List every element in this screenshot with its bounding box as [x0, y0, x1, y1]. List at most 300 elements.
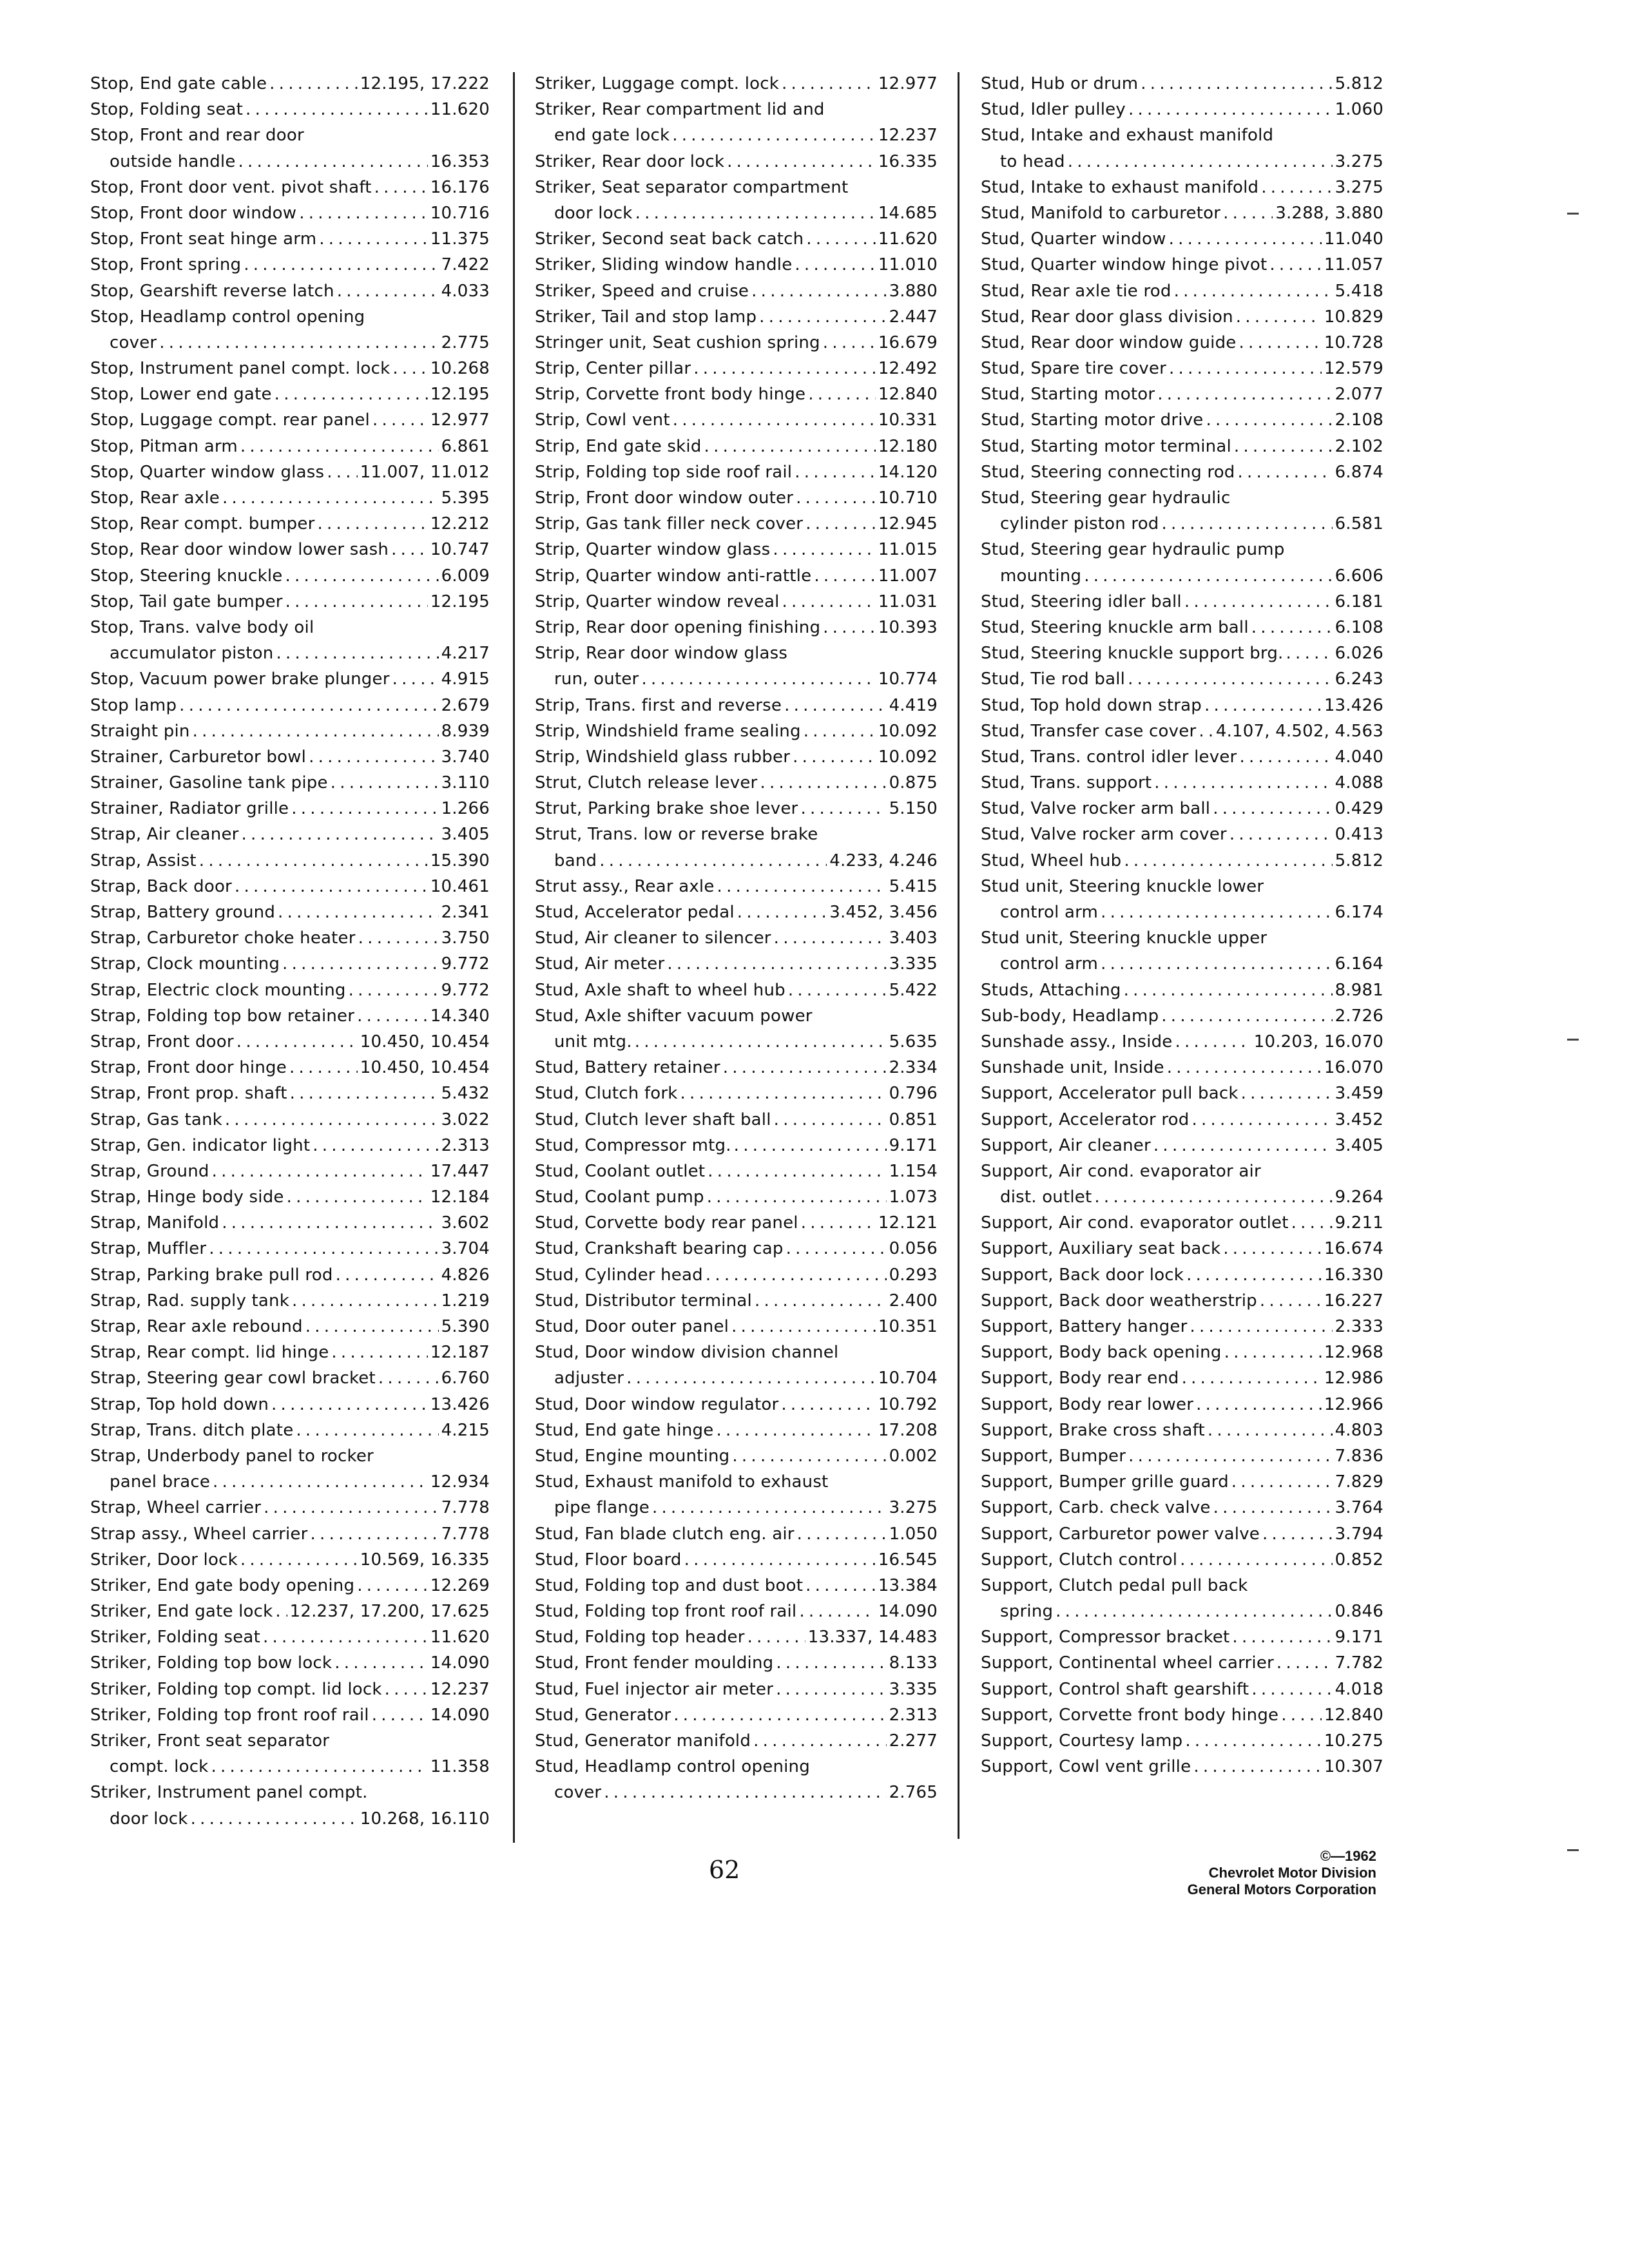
- index-entry: [981, 1624, 1383, 1650]
- entry-text: Studs, Attaching: [981, 980, 1121, 1000]
- page-reference: 3.335: [889, 1679, 938, 1699]
- leader-dots: [784, 693, 887, 718]
- entry-text: Stop, Luggage compt. rear panel: [90, 410, 370, 430]
- entry-heading-line: [535, 434, 938, 459]
- index-entry: [981, 848, 1383, 874]
- page-reference: 12.269: [430, 1575, 490, 1595]
- page-reference: 2.313: [441, 1135, 490, 1155]
- page-reference: 16.070: [1324, 1058, 1383, 1078]
- page-reference: 11.620: [878, 229, 938, 249]
- entry-text: Stop lamp: [90, 695, 177, 715]
- entry-heading-line: [90, 459, 490, 485]
- index-entry: [981, 1702, 1383, 1728]
- entry-heading-line: [535, 226, 938, 252]
- leader-dots: [1262, 1521, 1333, 1547]
- entry-continuation-line: [90, 640, 490, 666]
- index-entry: [535, 1158, 938, 1184]
- leader-dots: [240, 434, 439, 459]
- leader-dots: [804, 718, 876, 744]
- entry-text: Stud, Starting motor terminal: [981, 436, 1231, 456]
- page-reference: 3.750: [441, 928, 490, 948]
- entry-text: Striker, End gate body opening: [90, 1575, 355, 1595]
- entry-text: Stop, Quarter window glass: [90, 462, 325, 482]
- page-reference: 11.031: [878, 591, 938, 611]
- entry-heading-line: [90, 796, 490, 822]
- entry-heading-line: [981, 796, 1383, 822]
- index-entry: [90, 615, 490, 666]
- entry-heading-line: [535, 330, 938, 356]
- page-reference: 3.275: [1335, 177, 1383, 197]
- leader-dots: [672, 122, 876, 148]
- index-entry: [535, 407, 938, 433]
- leader-dots: [1251, 615, 1333, 640]
- index-entry: [981, 744, 1383, 770]
- entry-heading-line: [535, 1314, 938, 1340]
- entry-text: Stud, Folding top front roof rail: [535, 1602, 797, 1622]
- entry-text: Stop, Rear door window lower sash: [90, 540, 389, 560]
- entry-heading-line: [90, 1107, 490, 1133]
- entry-continuation-line: [535, 1365, 938, 1391]
- entry-heading-line: [981, 407, 1383, 433]
- entry-continuation-line: [90, 1469, 490, 1495]
- entry-heading-line: [535, 925, 938, 951]
- page-reference: 10.792: [878, 1394, 938, 1414]
- entry-text: unit mtg.: [554, 1032, 632, 1052]
- index-entry: [535, 822, 938, 873]
- entry-heading-line: [90, 1133, 490, 1158]
- entry-text: Stud, Fuel injector air meter: [535, 1679, 774, 1699]
- entry-text: Stud, Steering gear hydraulic pump: [981, 540, 1285, 560]
- entry-heading-line: [535, 459, 938, 485]
- entry-heading-line: [535, 252, 938, 278]
- index-entry: [90, 1029, 490, 1055]
- entry-text: Stud, Steering knuckle arm ball: [981, 617, 1249, 637]
- entry-text: Support, Control shaft gearshift: [981, 1679, 1249, 1699]
- entry-heading-line: [535, 1418, 938, 1443]
- entry-heading-line: [981, 175, 1383, 200]
- index-entry: [535, 175, 938, 226]
- page-reference: 10.450, 10.454: [360, 1058, 490, 1078]
- leader-dots: [209, 1236, 438, 1262]
- leader-dots: [1128, 97, 1333, 122]
- index-entry: [535, 615, 938, 640]
- leader-dots: [1286, 640, 1333, 666]
- leader-dots: [774, 925, 887, 951]
- index-entry: [535, 1236, 938, 1262]
- leader-dots: [289, 1055, 358, 1081]
- entry-heading-line: [535, 1624, 938, 1650]
- entry-text: Stud, Distributor terminal: [535, 1291, 752, 1311]
- page-reference: 6.874: [1335, 462, 1383, 482]
- page-reference: 10.704: [878, 1369, 938, 1389]
- leader-dots: [1204, 693, 1322, 718]
- leader-dots: [1260, 1288, 1322, 1314]
- entry-heading-line: [535, 537, 938, 562]
- entry-continuation-line: [981, 899, 1383, 925]
- index-entry: [90, 459, 490, 485]
- index-entry: [90, 770, 490, 796]
- page-number: 62: [709, 1856, 740, 1884]
- entry-text: end gate lock: [554, 126, 670, 146]
- index-entry: [981, 304, 1383, 330]
- entry-heading-line: [90, 1055, 490, 1081]
- index-entry: [981, 434, 1383, 459]
- index-entry: [981, 770, 1383, 796]
- entry-text: Stud, Intake and exhaust manifold: [981, 126, 1274, 146]
- column-divider: [513, 72, 515, 1843]
- entry-heading-line: [981, 770, 1383, 796]
- entry-text: Stud, Quarter window hinge pivot: [981, 255, 1268, 275]
- entry-text: Stud, Steering knuckle support brg.: [981, 644, 1284, 664]
- entry-text: Stud, Battery retainer: [535, 1058, 720, 1078]
- leader-dots: [358, 925, 439, 951]
- page-reference: 12.840: [878, 385, 938, 405]
- entry-continuation-line: [981, 1184, 1383, 1210]
- index-entry: [90, 278, 490, 304]
- index-entry: [90, 1288, 490, 1314]
- page-reference: 4.215: [441, 1420, 490, 1440]
- entry-text: Support, Back door lock: [981, 1265, 1184, 1285]
- page-reference: 11.620: [430, 100, 490, 120]
- index-entry: [535, 925, 938, 951]
- entry-heading-line: [535, 381, 938, 407]
- entry-heading-line: [981, 459, 1383, 485]
- index-entry: [981, 226, 1383, 252]
- leader-dots: [282, 951, 439, 977]
- leader-dots: [1238, 459, 1333, 485]
- entry-text: Strap, Manifold: [90, 1213, 220, 1233]
- entry-heading-line: [90, 1780, 490, 1805]
- entry-heading-line: [90, 434, 490, 459]
- entry-heading-line: [981, 1418, 1383, 1443]
- entry-text: Stud, Door outer panel: [535, 1317, 729, 1336]
- entry-heading-line: [981, 1236, 1383, 1262]
- entry-text: Striker, Folding top bow lock: [90, 1653, 333, 1673]
- entry-text: Stud, Air meter: [535, 954, 665, 974]
- entry-heading-line: [981, 1314, 1383, 1340]
- margin-mark: [1567, 213, 1579, 215]
- entry-text: Support, Clutch pedal pull back: [981, 1575, 1248, 1595]
- index-entry: [535, 718, 938, 744]
- entry-text: Stud, Starting motor drive: [981, 410, 1204, 430]
- entry-text: Support, Auxiliary seat back: [981, 1239, 1221, 1259]
- page-reference: 3.288, 3.880: [1275, 203, 1383, 223]
- index-entry: [535, 1107, 938, 1133]
- page-reference: 10.774: [878, 669, 938, 689]
- entry-text: Stud, Floor board: [535, 1550, 682, 1570]
- leader-dots: [1180, 1547, 1332, 1573]
- entry-continuation-line: [535, 1780, 938, 1805]
- entry-text: Support, Air cond. evaporator air: [981, 1161, 1261, 1181]
- entry-heading-line: [90, 175, 490, 200]
- index-entry: [535, 744, 938, 770]
- page-reference: 10.331: [878, 410, 938, 430]
- entry-heading-line: [90, 1418, 490, 1443]
- entry-text: Stop, Headlamp control opening: [90, 307, 365, 327]
- leader-dots: [1084, 563, 1332, 589]
- entry-heading-line: [90, 226, 490, 252]
- entry-heading-line: [981, 1029, 1383, 1055]
- entry-text: dist. outlet: [1000, 1187, 1092, 1207]
- page-reference: 1.060: [1335, 100, 1383, 120]
- entry-text: panel brace: [110, 1472, 211, 1492]
- page-reference: 0.851: [889, 1110, 938, 1129]
- page-reference: 13.384: [878, 1575, 938, 1595]
- entry-text: control arm: [1000, 903, 1099, 922]
- index-entry: [90, 589, 490, 615]
- page-reference: 12.187: [430, 1343, 490, 1363]
- leader-dots: [1162, 511, 1333, 537]
- page-reference: 5.812: [1335, 74, 1383, 93]
- entry-heading-line: [981, 1392, 1383, 1418]
- page-reference: 14.685: [878, 203, 938, 223]
- entry-continuation-line: [90, 1806, 490, 1832]
- entry-heading-line: [90, 1702, 490, 1728]
- entry-heading-line: [981, 615, 1383, 640]
- entry-text: Strainer, Gasoline tank pipe: [90, 773, 328, 793]
- page-reference: 3.794: [1335, 1524, 1383, 1544]
- entry-text: Strut assy., Rear axle: [535, 876, 715, 896]
- page-reference: 3.335: [889, 954, 938, 974]
- entry-continuation-line: [981, 511, 1383, 537]
- entry-heading-line: [981, 640, 1383, 666]
- index-entry: [90, 874, 490, 899]
- entry-heading-line: [90, 977, 490, 1003]
- entry-heading-line: [981, 434, 1383, 459]
- entry-continuation-line: [981, 1599, 1383, 1624]
- entry-text: Stud, Trans. control idler lever: [981, 747, 1237, 767]
- entry-text: Strap, Steering gear cowl bracket: [90, 1369, 376, 1389]
- entry-heading-line: [90, 693, 490, 718]
- index-entry: [90, 381, 490, 407]
- copyright-notice: [1188, 1848, 1376, 1898]
- entry-text: door lock: [554, 203, 633, 223]
- index-entry: [535, 1728, 938, 1754]
- index-entry: [90, 1728, 490, 1780]
- page-reference: 10.351: [878, 1317, 938, 1336]
- index-entry: [981, 640, 1383, 666]
- page-reference: 0.846: [1335, 1602, 1383, 1622]
- index-entry: [535, 1081, 938, 1106]
- index-entry: [981, 822, 1383, 847]
- page-reference: 12.840: [1324, 1705, 1383, 1725]
- index-entry: [535, 1392, 938, 1418]
- leader-dots: [782, 71, 876, 97]
- entry-heading-line: [981, 1728, 1383, 1754]
- entry-text: Stud, Door window division channel: [535, 1343, 839, 1363]
- entry-heading-line: [90, 1521, 490, 1547]
- index-entry: [90, 356, 490, 381]
- entry-text: Strap, Carburetor choke heater: [90, 928, 356, 948]
- index-entry: [90, 226, 490, 252]
- entry-heading-line: [535, 304, 938, 330]
- entry-heading-line: [981, 1677, 1383, 1702]
- page-reference: 3.022: [441, 1110, 490, 1129]
- page-reference: 13.426: [430, 1394, 490, 1414]
- leader-dots: [385, 1677, 428, 1702]
- leader-dots: [1174, 278, 1333, 304]
- entry-text: Support, Bumper grille guard: [981, 1472, 1229, 1492]
- leader-dots: [319, 226, 428, 252]
- entry-text: Strip, Folding top side roof rail: [535, 462, 793, 482]
- leader-dots: [1261, 175, 1332, 200]
- entry-continuation-line: [981, 563, 1383, 589]
- entry-heading-line: [90, 666, 490, 692]
- page-reference: 10.461: [430, 876, 490, 896]
- page-reference: 10.569, 16.335: [360, 1550, 490, 1570]
- page-reference: 8.939: [441, 721, 490, 741]
- leader-dots: [755, 1288, 887, 1314]
- page-reference: 11.057: [1324, 255, 1383, 275]
- page-reference: 5.418: [1335, 281, 1383, 301]
- page-reference: 16.674: [1324, 1239, 1383, 1259]
- leader-dots: [731, 1314, 876, 1340]
- entry-text: Strap, Front door hinge: [90, 1058, 287, 1078]
- index-entry: [981, 718, 1383, 744]
- leader-dots: [1191, 1107, 1332, 1133]
- leader-dots: [732, 1443, 886, 1469]
- entry-heading-line: [535, 874, 938, 899]
- leader-dots: [796, 485, 876, 511]
- entry-text: Stud, Headlamp control opening: [535, 1757, 810, 1777]
- entry-text: Stud, Idler pulley: [981, 100, 1126, 120]
- entry-text: Support, Accelerator pull back: [981, 1084, 1239, 1104]
- entry-heading-line: [981, 304, 1383, 330]
- index-entry: [90, 434, 490, 459]
- index-entry: [981, 1547, 1383, 1573]
- index-entry: [535, 1184, 938, 1210]
- leader-dots: [635, 200, 876, 226]
- entry-text: Stop, End gate cable: [90, 74, 267, 93]
- page-reference: 7.778: [441, 1524, 490, 1544]
- index-entry: [981, 537, 1383, 588]
- leader-dots: [1068, 149, 1333, 175]
- entry-text: control arm: [1000, 954, 1099, 974]
- entry-text: Strip, Quarter window glass: [535, 540, 771, 560]
- entry-text: Stop, Folding seat: [90, 100, 244, 120]
- index-entry: [90, 1262, 490, 1288]
- entry-text: Support, Body rear lower: [981, 1394, 1194, 1414]
- index-entry: [981, 925, 1383, 977]
- entry-heading-line: [981, 822, 1383, 847]
- entry-heading-line: [535, 1107, 938, 1133]
- page-reference: 7.782: [1335, 1653, 1383, 1673]
- leader-dots: [727, 149, 876, 175]
- index-entry: [90, 1702, 490, 1728]
- entry-text: Stop, Vacuum power brake plunger: [90, 669, 390, 689]
- index-entry: [90, 1158, 490, 1184]
- page-reference: 4.233, 4.246: [829, 850, 938, 870]
- entry-heading-line: [535, 822, 938, 847]
- entry-text: Sunshade assy., Inside: [981, 1032, 1173, 1052]
- entry-text: Stop, Rear compt. bumper: [90, 514, 315, 534]
- entry-continuation-line: [535, 200, 938, 226]
- leader-dots: [652, 1495, 887, 1521]
- entry-heading-line: [90, 1547, 490, 1573]
- page-reference: 15.390: [430, 850, 490, 870]
- leader-dots: [327, 459, 358, 485]
- index-entry: [535, 71, 938, 97]
- entry-heading-line: [981, 1650, 1383, 1676]
- page-reference: 2.726: [1335, 1006, 1383, 1026]
- page-reference: 6.108: [1335, 617, 1383, 637]
- entry-text: Stud, Crankshaft bearing cap: [535, 1239, 784, 1259]
- page-reference: 14.090: [430, 1653, 490, 1673]
- entry-heading-line: [981, 97, 1383, 122]
- page-reference: 10.092: [878, 747, 938, 767]
- entry-heading-line: [90, 511, 490, 537]
- leader-dots: [238, 149, 428, 175]
- index-entry: [535, 899, 938, 925]
- page-reference: 2.313: [889, 1705, 938, 1725]
- entry-heading-line: [90, 381, 490, 407]
- leader-dots: [1184, 589, 1333, 615]
- page-reference: 3.110: [441, 773, 490, 793]
- page-reference: 12.237: [878, 126, 938, 146]
- entry-text: Striker, Rear compartment lid and: [535, 100, 825, 120]
- page-reference: 3.275: [1335, 151, 1383, 171]
- entry-text: Strap, Muffler: [90, 1239, 207, 1259]
- entry-text: Support, Compressor bracket: [981, 1628, 1230, 1648]
- entry-text: Strap, Front door: [90, 1032, 234, 1052]
- entry-text: Stud unit, Steering knuckle lower: [981, 876, 1264, 896]
- index-entry: [535, 1599, 938, 1624]
- page-reference: 1.073: [889, 1187, 938, 1207]
- entry-heading-line: [90, 1728, 490, 1754]
- entry-text: Stud, Steering connecting rod: [981, 462, 1235, 482]
- page-reference: 3.602: [441, 1213, 490, 1233]
- copyright-corporation: General Motors Corporation: [1187, 1881, 1376, 1898]
- index-entry: [535, 434, 938, 459]
- entry-heading-line: [981, 1340, 1383, 1365]
- leader-dots: [788, 977, 887, 1003]
- entry-text: Strip, Front door window outer: [535, 488, 794, 508]
- entry-text: Stop, Trans. valve body oil: [90, 617, 314, 637]
- leader-dots: [734, 1133, 887, 1158]
- page-reference: 11.358: [430, 1757, 490, 1777]
- page-reference: 3.452, 3.456: [829, 903, 938, 922]
- index-entry: [90, 97, 490, 122]
- index-entry: [90, 1184, 490, 1210]
- entry-heading-line: [981, 1158, 1383, 1184]
- entry-continuation-line: [90, 330, 490, 356]
- index-entry: [90, 304, 490, 356]
- entry-text: Strip, Windshield glass rubber: [535, 747, 791, 767]
- entry-heading-line: [90, 744, 490, 770]
- entry-heading-line: [90, 71, 490, 97]
- entry-heading-line: [981, 1055, 1383, 1081]
- entry-text: Stud, Compressor mtg.: [535, 1135, 731, 1155]
- entry-text: Stud, Quarter window: [981, 229, 1166, 249]
- index-entry: [981, 356, 1383, 381]
- entry-text: pipe flange: [554, 1498, 650, 1518]
- page-reference: 12.492: [878, 359, 938, 379]
- page-reference: 6.181: [1335, 591, 1383, 611]
- leader-dots: [292, 1288, 439, 1314]
- entry-text: Striker, Rear door lock: [535, 151, 725, 171]
- page-reference: 12.237: [430, 1679, 490, 1699]
- index-entry: [981, 1288, 1383, 1314]
- index-entry: [981, 796, 1383, 822]
- index-entry: [981, 1314, 1383, 1340]
- index-entry: [90, 666, 490, 692]
- entry-continuation-line: [535, 666, 938, 692]
- leader-dots: [737, 899, 827, 925]
- page-reference: 14.090: [878, 1602, 938, 1622]
- entry-heading-line: [535, 1055, 938, 1081]
- entry-heading-line: [981, 744, 1383, 770]
- leader-dots: [708, 1158, 886, 1184]
